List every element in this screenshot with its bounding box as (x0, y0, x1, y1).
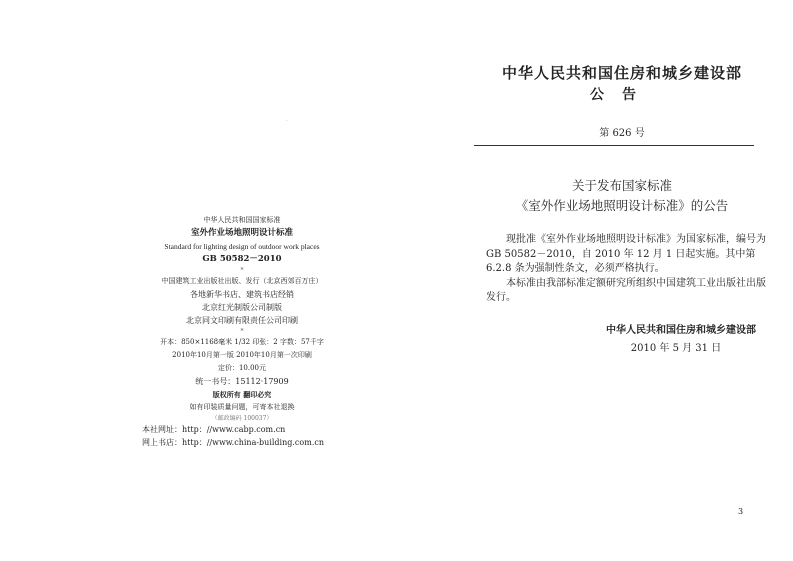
edition-line: 2010年10月第一版 2010年10月第一次印刷 (172, 351, 312, 359)
issuing-organization: 中华人民共和国住房和城乡建设部 (501, 64, 742, 82)
notice-paragraph-2: 本标准由我部标准定额研究所组织中国建筑工业出版社出版发行。 (486, 277, 766, 303)
imprint-block (112, 214, 372, 449)
notice-body (486, 233, 769, 306)
bookstore-line: 网上书店：http：//www.china-building.com.cn (142, 438, 324, 447)
notice-paragraph-1: 现批准《室外作业场地照明设计标准》为国家标准，编号为GB 50582－2010，自 2010 年 12 月 1 日起实施。其中第 6.2.8 条为强制性条文，必须严格执行。 (486, 234, 766, 274)
distributor-line: 各地新华书店、建筑书店经销 (190, 290, 294, 299)
header-rule (474, 145, 754, 146)
issue-date: 2010 年 5 月 31 日 (630, 343, 722, 354)
signer: 中华人民共和国住房和城乡建设部 (606, 325, 756, 336)
scan-mark: · (286, 118, 288, 125)
standard-code: GB 50582－2010 (202, 254, 282, 264)
book-title: 室外作业场地照明设计标准 (190, 228, 293, 238)
right-page (396, 0, 793, 561)
isbn-line: 统一书号：15112·17909 (195, 377, 289, 386)
rights-line: 版权所有 翻印必究 (212, 390, 272, 399)
publisher-line: 中国建筑工业出版社出版、发行（北京西郊百万庄） (161, 277, 323, 285)
price-line: 定价：10.00元 (217, 364, 267, 372)
specs-line: 开本：850×1168毫米 1/32 印张：2 字数：57千字 (160, 338, 324, 346)
separator-mark: * (240, 267, 244, 274)
returns-line: 如有印装质量问题，可寄本社退换 (189, 403, 295, 411)
announcement-number: 第 626 号 (599, 128, 645, 139)
notice-title-line2: 《室外作业场地照明设计标准》的公告 (515, 198, 729, 213)
separator-mark-2: * (240, 328, 244, 335)
plate-maker-line: 北京红光制版公司制版 (202, 303, 282, 312)
page-number: 3 (738, 507, 744, 516)
announcement-heading: 公告 (590, 87, 654, 103)
left-page (0, 0, 396, 561)
printer-line: 北京同文印刷有限责任公司印刷 (186, 316, 298, 325)
website-line: 本社网址：http：//www.cabp.com.cn (142, 425, 286, 434)
series-label: 中华人民共和国国家标准 (203, 216, 281, 224)
book-title-en: Standard for lighting design of outdoor work places (164, 242, 320, 251)
postcode-line: （邮政编码 100037） (211, 415, 273, 422)
notice-title-line1: 关于发布国家标准 (571, 178, 672, 193)
